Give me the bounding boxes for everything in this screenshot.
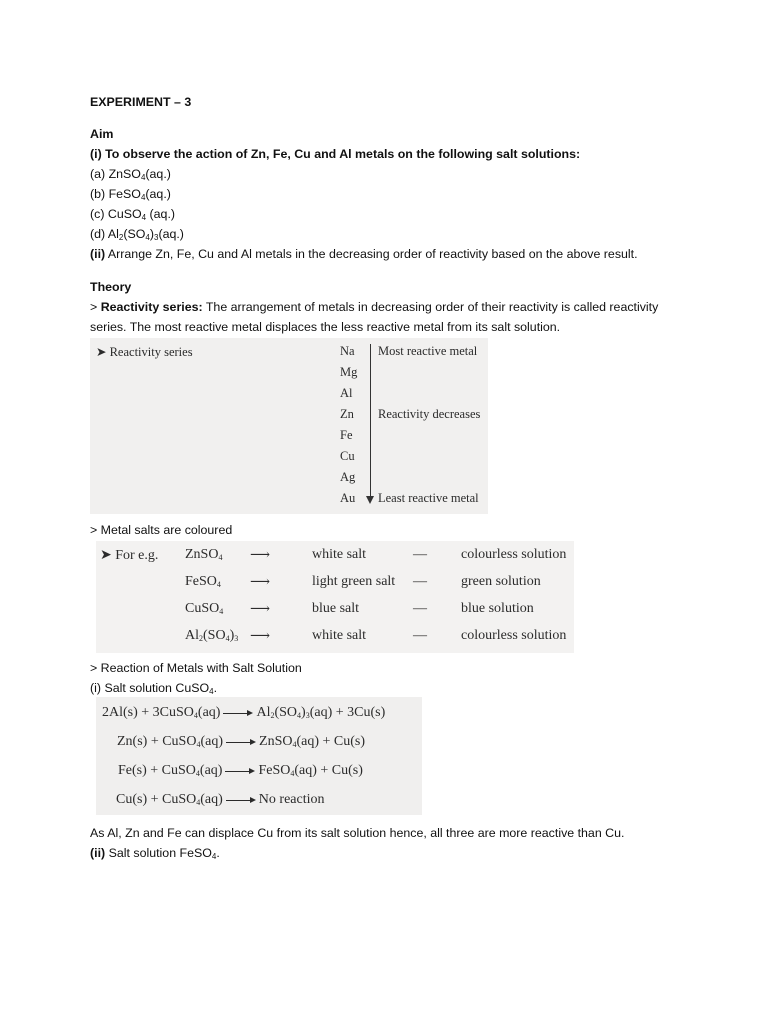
metal-na: Na <box>340 344 355 358</box>
salt-row-4-sub: 2 <box>199 634 203 643</box>
equation-2-lhs-sub: 4 <box>196 740 201 749</box>
aim-item-d-sub-3: 3 <box>154 233 159 242</box>
salts-lead-text: ➤ For e.g. <box>100 548 159 563</box>
aim-item-c-end: (aq.) <box>146 207 176 221</box>
salt-row-4-sub-3: 3 <box>234 634 239 643</box>
metal-salts-figure <box>96 541 574 653</box>
salt-row-3-colour: blue salt <box>312 601 360 616</box>
salt-row-3-sub: 4 <box>219 607 224 616</box>
reaction-arrow-icon <box>226 737 256 747</box>
equation-3-rhs-sub: 4 <box>290 769 295 778</box>
salt-row-1-solution: colourless solution <box>461 547 567 562</box>
salt-row-4-dash: — <box>413 628 427 643</box>
feso4-heading-sub: 4 <box>211 852 217 861</box>
metal-salts-line: > Metal salts are coloured <box>90 523 233 537</box>
salt-row-1-formula <box>185 547 222 563</box>
salt-row-4-extra: (SO <box>203 628 226 643</box>
equation-1-rhs-end: (aq) + 3Cu(s) <box>309 705 386 720</box>
salt-row-4-extra-2: ) <box>229 628 235 643</box>
aim-item-a-end: (aq.) <box>145 167 171 181</box>
salt-row-4-sub-2: 4 <box>225 634 230 643</box>
equation-3-lhs: Fe(s) + CuSO <box>118 763 196 778</box>
salt-row-4-arrow-icon: ⟶ <box>250 629 271 644</box>
salt-row-4-name: Al <box>185 628 199 643</box>
salt-row-2-sub: 4 <box>216 580 221 589</box>
equation-1-lhs-end: (aq) <box>197 705 221 720</box>
equation-4-lhs: Cu(s) + CuSO <box>116 792 197 807</box>
equation-2-lhs-end: (aq) <box>200 734 224 749</box>
most-reactive-note: Most reactive metal <box>378 344 478 358</box>
equation-4-lhs-sub: 4 <box>196 798 201 807</box>
salt-row-3-dash: — <box>413 601 427 616</box>
feso4-heading-text: Salt solution FeSO <box>105 846 212 860</box>
equation-2-lhs: Zn(s) + CuSO <box>117 734 197 749</box>
equation-2-rhs: ZnSO <box>259 734 293 749</box>
aim-item-d-mid-2: ) <box>149 227 154 241</box>
equation-1-lhs-sub: 4 <box>193 711 198 720</box>
equation-2-rhs-sub: 4 <box>292 740 297 749</box>
aim-item-b-end: (aq.) <box>145 187 171 201</box>
salt-row-2-dash: — <box>413 574 427 589</box>
aim-item-d-text: (d) Al <box>90 227 119 241</box>
aim-item-a <box>90 166 171 182</box>
aim-item-d-mid: (SO <box>123 227 146 241</box>
salt-row-2-formula <box>185 574 221 590</box>
salt-row-3-solution: blue solution <box>461 601 534 616</box>
equation-4-lhs-end: (aq) <box>200 792 223 807</box>
salt-row-2-name: FeSO <box>185 574 217 589</box>
salt-row-2-arrow-icon: ⟶ <box>250 575 271 590</box>
equation-3 <box>118 763 363 779</box>
equation-1-rhs-sub-2: 4 <box>297 711 302 720</box>
equation-2-rhs-end: (aq) + Cu(s) <box>296 734 366 749</box>
aim-item-c-text: (c) CuSO <box>90 207 142 221</box>
equation-1-rhs-sub-3: 3 <box>305 711 310 720</box>
salt-row-4-colour: white salt <box>312 628 367 643</box>
cuso4-heading-end: . <box>213 681 218 695</box>
salt-row-2-solution: green solution <box>461 574 541 589</box>
aim-item-d <box>90 226 184 242</box>
cuso4-heading <box>90 680 217 696</box>
equation-3-rhs-end: (aq) + Cu(s) <box>294 763 363 778</box>
salt-row-3-formula <box>185 601 223 617</box>
reaction-arrow-icon <box>225 766 255 776</box>
equation-2 <box>117 734 365 750</box>
aim-part-1-text: To observe the action of Zn, Fe, Cu and Al metals on the following salt solutions: <box>101 147 581 161</box>
metal-al: Al <box>340 386 353 400</box>
equation-1-lhs: 2Al(s) + 3CuSO <box>102 705 194 720</box>
salt-row-4-formula <box>185 628 238 644</box>
metal-au: Au <box>340 491 356 505</box>
equation-1-rhs-mid-2: ) <box>301 705 306 720</box>
rs-text-line-1: The arrangement of metals in decreasing order of their reactivity is called reactivity <box>202 300 659 314</box>
salt-row-1-sub: 4 <box>218 553 223 562</box>
aim-item-b-sub: 4 <box>140 193 146 202</box>
cuso4-heading-text: (i) Salt solution CuSO <box>90 681 210 695</box>
aim-item-d-sub-1: 2 <box>118 233 124 242</box>
salt-row-4-solution: colourless solution <box>461 628 567 643</box>
down-arrow-icon <box>366 496 374 504</box>
reactivity-series-definition <box>90 299 658 315</box>
aim-part-2-prefix: (ii) <box>90 247 106 261</box>
equation-3-rhs: FeSO <box>258 763 291 778</box>
aim-item-c-sub: 4 <box>141 213 147 222</box>
metal-fe: Fe <box>340 428 353 442</box>
aim-part-1 <box>90 146 580 162</box>
metal-ag: Ag <box>340 470 356 484</box>
aim-item-a-sub: 4 <box>140 173 146 182</box>
salt-row-3-arrow-icon: ⟶ <box>250 602 271 617</box>
aim-item-d-sub-2: 4 <box>145 233 150 242</box>
reaction-arrow-icon <box>223 708 253 718</box>
salt-row-2-colour: light green salt <box>312 574 396 589</box>
metal-mg: Mg <box>340 365 358 379</box>
cuso4-heading-sub: 4 <box>209 687 214 696</box>
salt-row-3-name: CuSO <box>185 601 220 616</box>
salt-row-1-name: ZnSO <box>185 547 219 562</box>
experiment-title: EXPERIMENT – 3 <box>90 95 192 109</box>
aim-part-2 <box>90 246 638 262</box>
equation-4 <box>116 792 325 808</box>
equation-4-rhs: No reaction <box>258 792 325 807</box>
reactivity-decreases-note: Reactivity decreases <box>378 407 481 421</box>
aim-item-d-end: (aq.) <box>158 227 184 241</box>
equation-3-lhs-sub: 4 <box>195 769 200 778</box>
aim-item-a-text: (a) ZnSO <box>90 167 141 181</box>
feso4-prefix: (ii) <box>90 846 106 860</box>
feso4-heading-end: . <box>216 846 220 860</box>
reaction-arrow-icon <box>226 795 256 805</box>
metal-cu: Cu <box>340 449 355 463</box>
theory-heading: Theory <box>90 280 132 294</box>
reactivity-series-definition-2: series. The most reactive metal displaces the less reactive metal from its salt solution. <box>90 320 561 334</box>
aim-part-2-text: Arrange Zn, Fe, Cu and Al metals in the decreasing order of reactivity based on the above result. <box>105 247 638 261</box>
equation-1-rhs-mid: (SO <box>274 705 298 720</box>
salt-row-1-colour: white salt <box>312 547 367 562</box>
equation-1 <box>102 705 385 721</box>
conclusion-text: As Al, Zn and Fe can displace Cu from its salt solution hence, all three are more reactive than Cu. <box>90 826 625 840</box>
salt-row-1-dash: — <box>413 547 427 562</box>
metal-zn: Zn <box>340 407 354 421</box>
reactivity-series-figure <box>90 338 488 514</box>
equation-1-rhs-sub: 2 <box>270 711 275 720</box>
salt-row-1-arrow-icon: ⟶ <box>250 548 271 563</box>
reaction-heading: > Reaction of Metals with Salt Solution <box>90 661 302 675</box>
aim-item-b <box>90 186 171 202</box>
rs-prefix: > <box>90 300 101 314</box>
equation-3-lhs-end: (aq) <box>199 763 223 778</box>
least-reactive-note: Least reactive metal <box>378 491 479 505</box>
equation-1-rhs: Al <box>256 705 271 720</box>
aim-heading: Aim <box>90 127 114 141</box>
series-label: ➤ Reactivity series <box>96 345 193 359</box>
rs-bold-term: Reactivity series: <box>100 300 203 314</box>
reactivity-arrow-line <box>370 344 371 498</box>
cuso4-equations-figure <box>96 697 422 815</box>
aim-part-1-prefix: (i) <box>90 147 102 161</box>
aim-item-c <box>90 206 175 222</box>
aim-item-b-text: (b) FeSO <box>90 187 141 201</box>
feso4-heading <box>90 845 220 861</box>
